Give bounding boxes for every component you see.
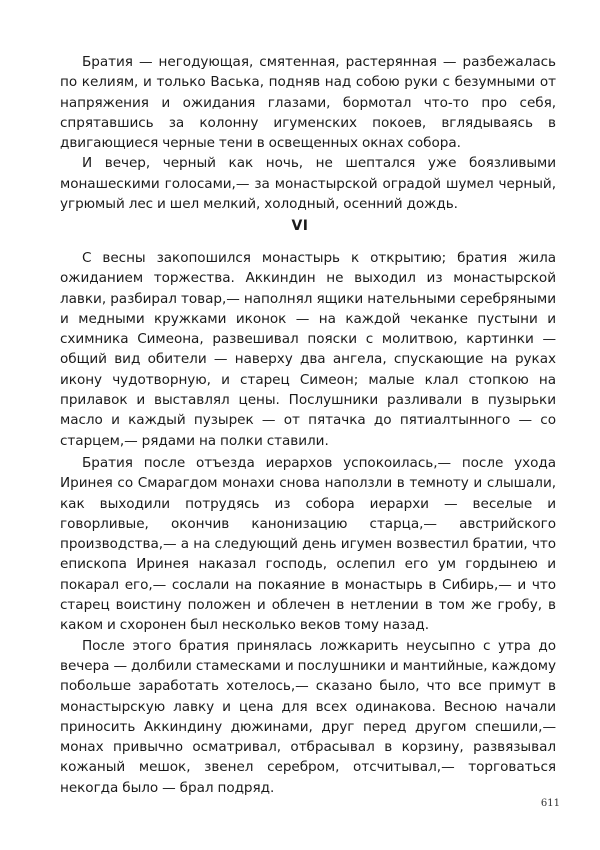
paragraph: После этого братия принялась ложкарить неусыпно с утра до вечера — долбили стамесками и послушники и мантийные, каждому побольше заработать хотелось,— сказано было, что все примут в монастырскую лавку и цена для всех одинакова. Весною начали приносить Аккиндину дюжинами, друг перед другом спешили,— монах привычно осматривал, отбрасывал в корзину, развязывал кожаный мешок, звенел серебром, отсчитывал,— торговаться некогда было — брал подряд. [60, 637, 556, 796]
text-section-2 [60, 248, 556, 451]
paragraph: Братия после отъезда иерархов успокоилась,— после ухода Иринея со Смарагдом монахи снова наползли в темноту и слышали, как выходили потрудясь из собора иерархи — веселые и говорливые, окончив канонизацию старца,— австрийского производства,— а на следующий день игумен возвестил братии, что епископа Иринея наказал господь, ослепил его ум гордынею и покарал его,— сослали на покаяние в монастырь в Сибирь,— и что старец воистину положен и облечен в нетлении в том же гробу, в каком и схоронен был несколько веков тому назад. [60, 455, 556, 634]
paragraph: Братия — негодующая, смятенная, растерянная — разбежалась по келиям, и только Васька, подняв над собою руки с безумными от напряжения и ожидания глазами, бормотал что-то про себя, спрятавшись за колонну игуменских покоев, вглядываясь в двигающиеся черные тени в освещенных окнах собора. [60, 54, 556, 152]
chapter-heading: VI [291, 218, 309, 234]
text-section-1 [60, 52, 556, 214]
page-number: 611 [540, 798, 560, 809]
paragraph: И вечер, черный как ночь, не шептался уже боязливыми монашескими голосами,— за монастырской оградой шумел черный, угрюмый лес и шел мелкий, холодный, осенний дождь. [60, 155, 556, 213]
paragraph: С весны закопошился монастырь к открытию; братия жила ожиданием торжества. Аккиндин не выходил из монастырской лавки, разбирал товар,— наполнял ящики нательными серебряными и медными кружками иконок — на каждой чеканке пустыни и схимника Симеона, развешивал пояски с молитвою, картинки — общий вид обители — наверху два ангела, спускающие на руках икону чудотворную, и старец Симеон; малые клал стопкою на прилавок и выставлял цены. Послушники разливали в пузырьки масло и каждый пузырек — от пятачка до пятиалтынного — со старцем,— рядами на полки ставили. [60, 250, 556, 449]
text-section-3 [60, 453, 556, 798]
